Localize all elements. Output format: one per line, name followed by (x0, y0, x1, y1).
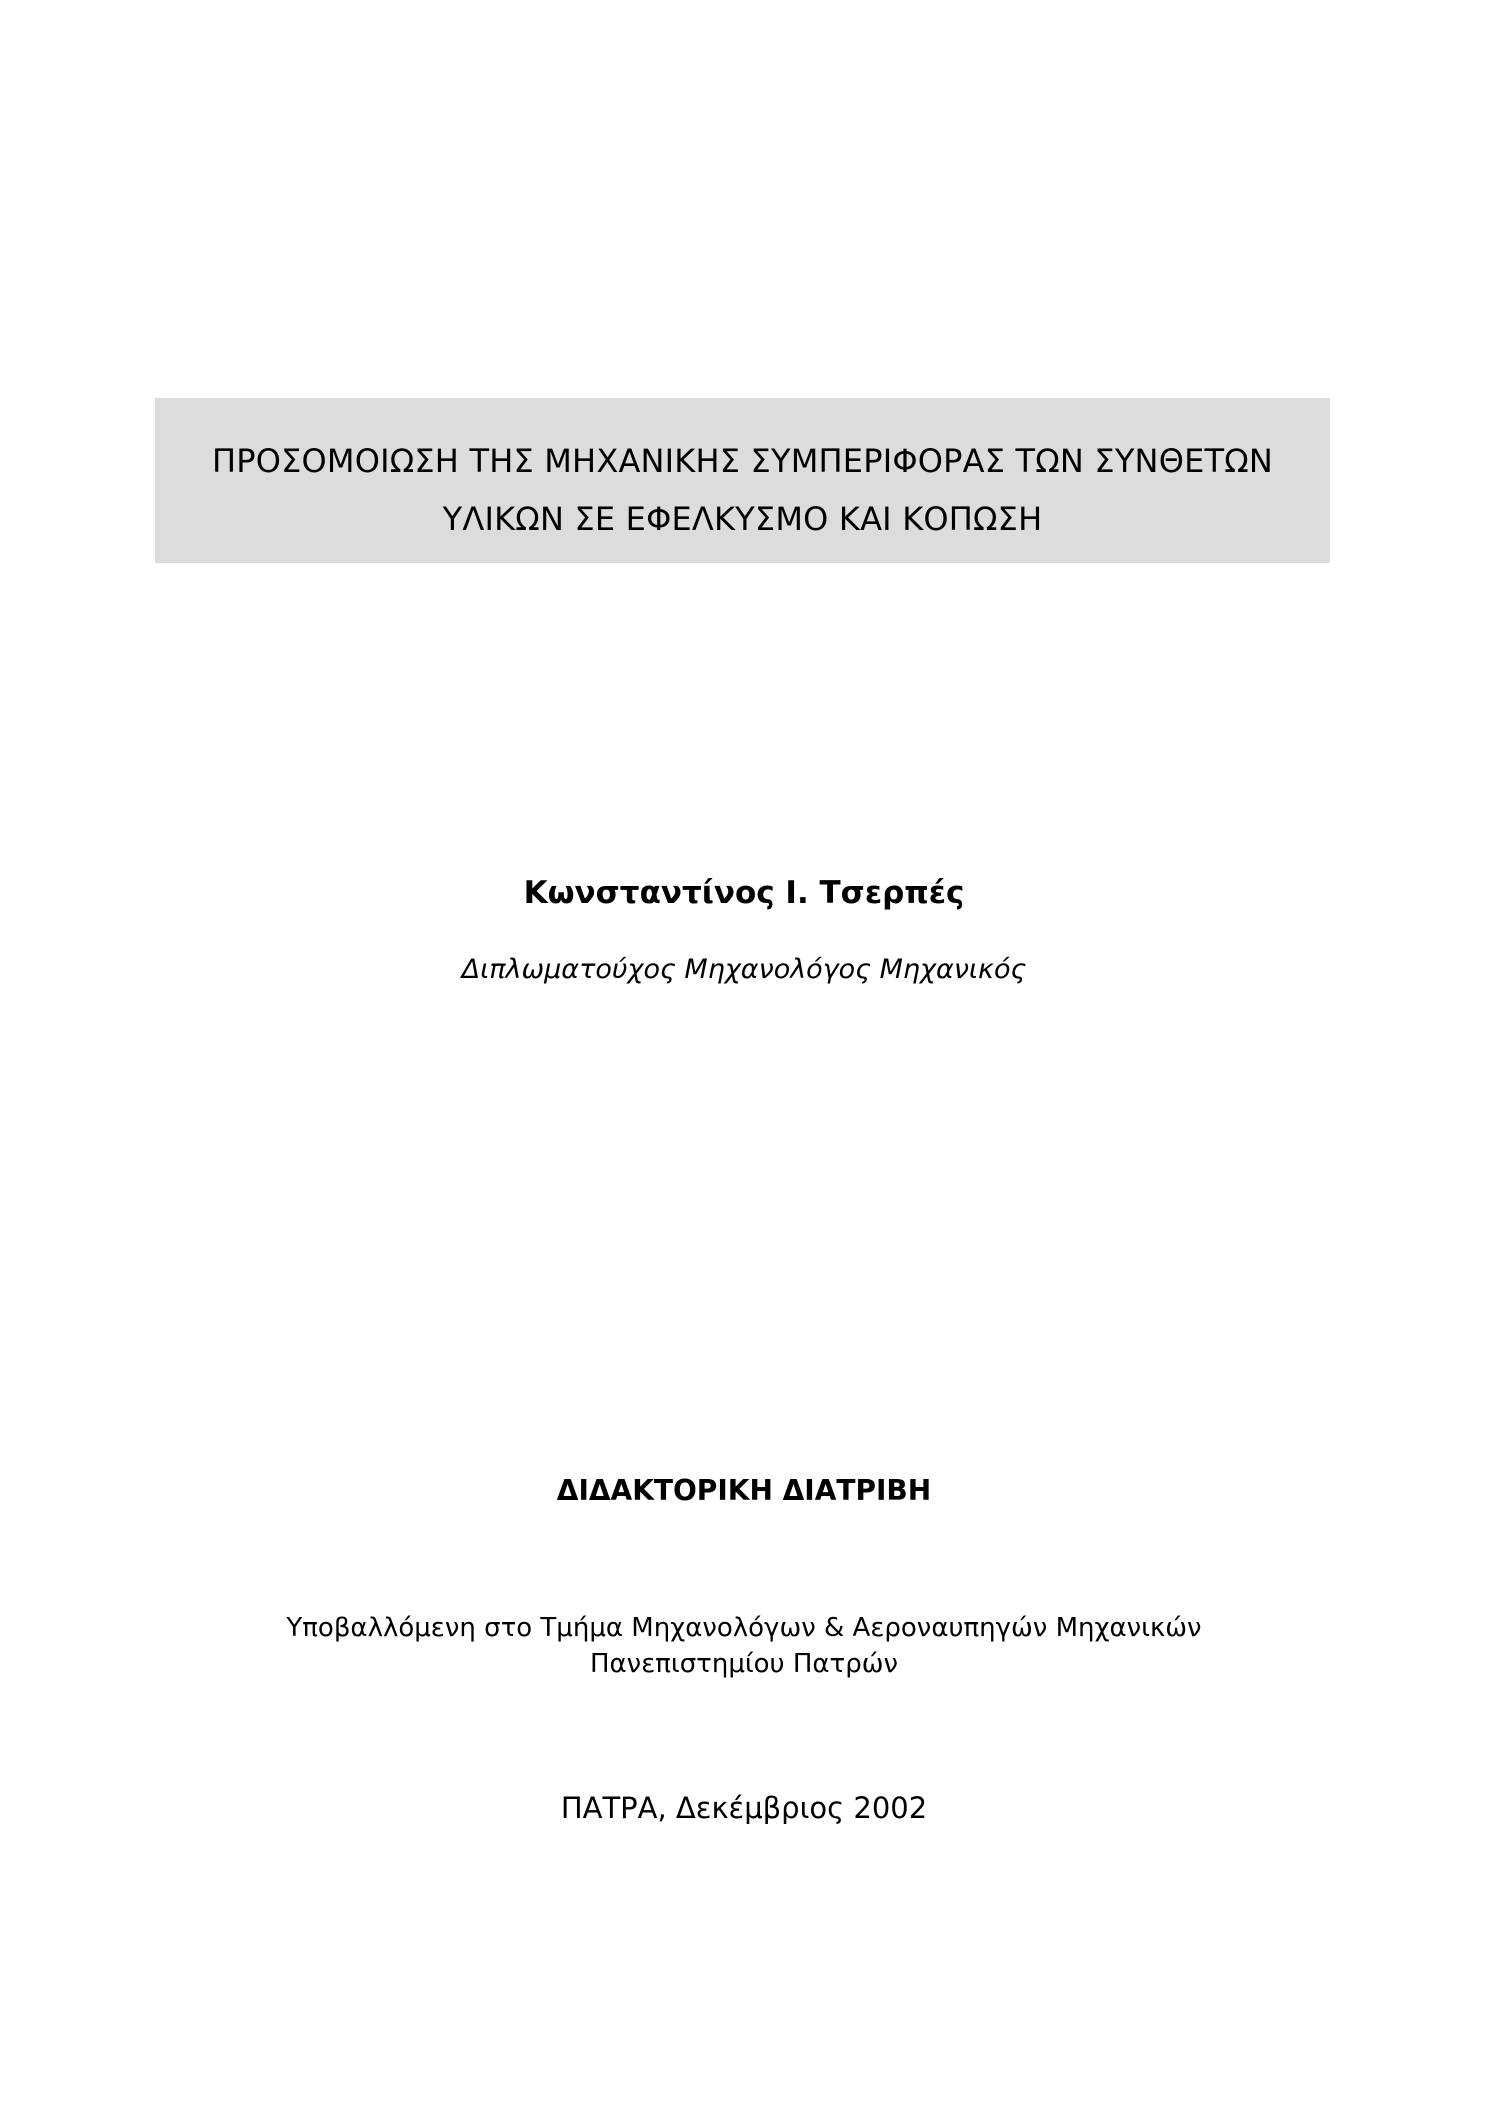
author-degree: Διπλωματούχος Μηχανολόγος Μηχανικός (461, 954, 1027, 985)
title-box (155, 398, 1330, 563)
place-date: ΠΑΤΡΑ, Δεκέμβριος 2002 (560, 1791, 928, 1825)
thesis-type: ΔΙΔΑΚΤΟΡΙΚΗ ΔΙΑΤΡΙΒΗ (556, 1474, 932, 1507)
submission-line-1: Υποβαλλόμενη στο Τμήμα Μηχανολόγων & Αεροναυπηγών Μηχανικών (286, 1613, 1202, 1643)
submission-statement (0, 1610, 1488, 1682)
title-line-1: ΠΡΟΣΟΜΟΙΩΣΗ ΤΗΣ ΜΗΧΑΝΙΚΗΣ ΣΥΜΠΕΡΙΦΟΡΑΣ ΤΩΝ ΣΥΝΘΕΤΩΝ (211, 442, 1274, 480)
author-name: Κωνσταντίνος Ι. Τσερπές (523, 875, 965, 911)
submission-line-2: Πανεπιστημίου Πατρών (589, 1649, 899, 1679)
title-line-2: ΥΛΙΚΩΝ ΣΕ ΕΦΕΛΚΥΣΜΟ ΚΑΙ ΚΟΠΩΣΗ (442, 500, 1043, 538)
